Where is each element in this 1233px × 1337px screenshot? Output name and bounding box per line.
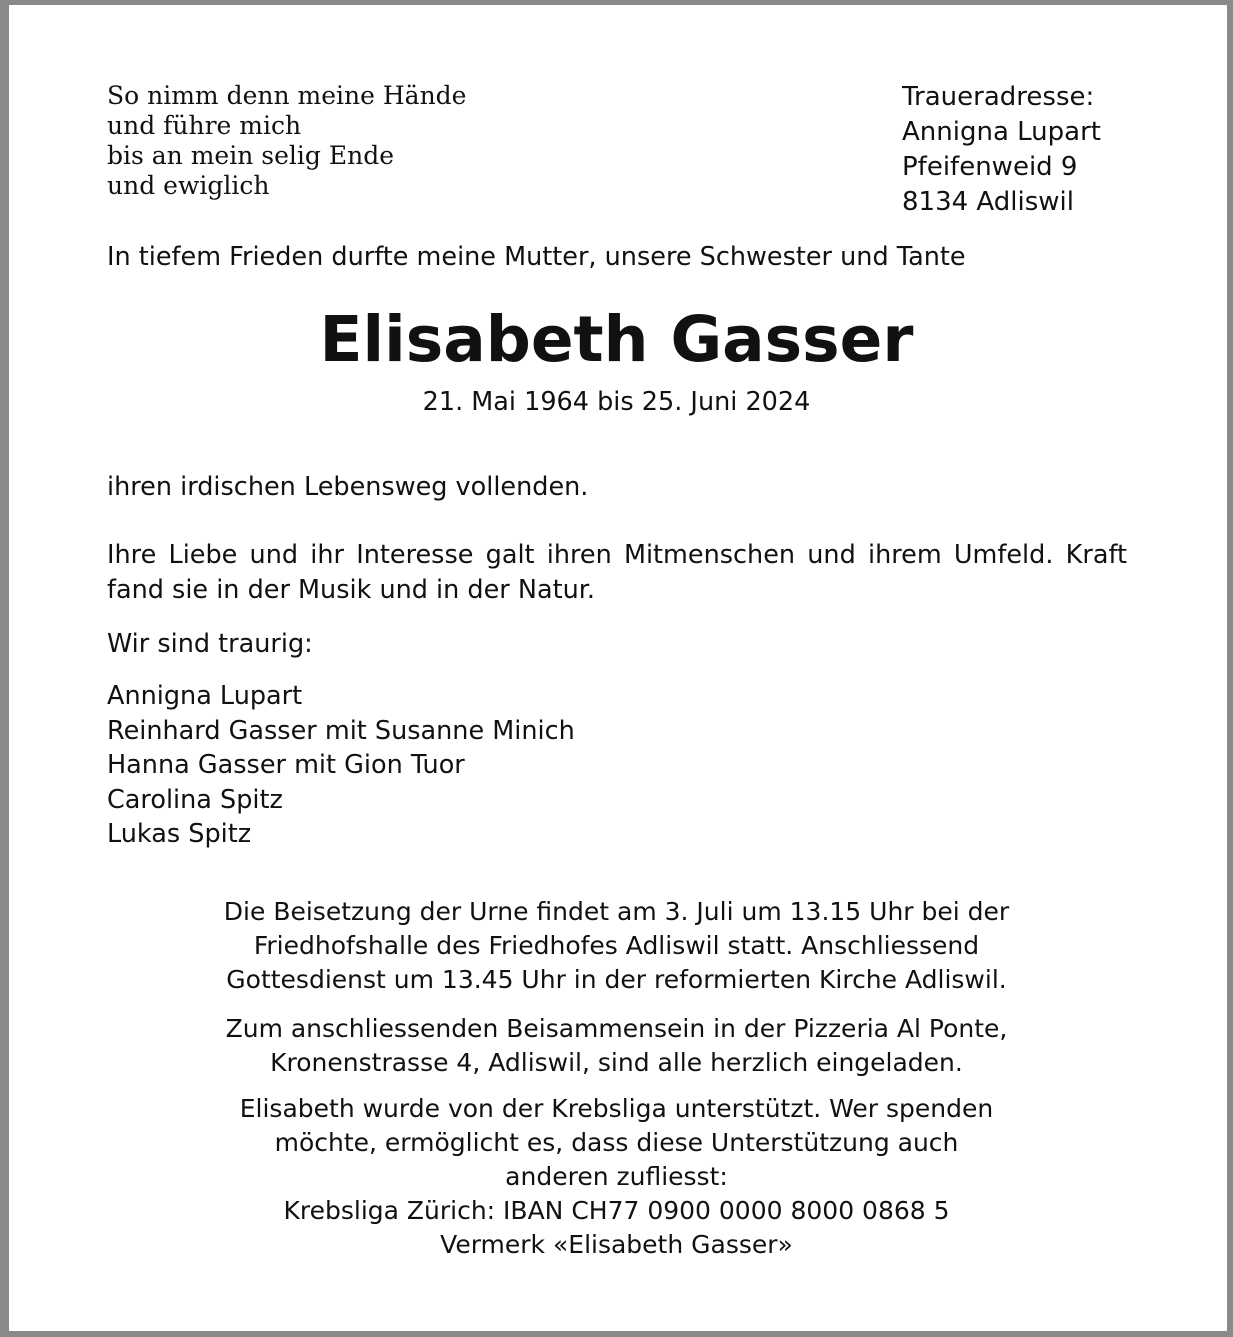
- burial-line: Friedhofshalle des Friedhofes Adliswil statt. Anschliessend: [253, 931, 980, 960]
- mourner-item: Annigna Lupart: [107, 681, 303, 711]
- verse-line: bis an mein selig Ende: [107, 141, 394, 170]
- donation-line: möchte, ermöglicht es, dass diese Unterstützung auch: [274, 1128, 959, 1157]
- deceased-name: Elisabeth Gasser: [319, 303, 914, 376]
- gathering-line: Zum anschliessenden Beisammensein in der Pizzeria Al Ponte,: [225, 1014, 1008, 1043]
- verse-line: So nimm denn meine Hände: [107, 81, 467, 110]
- verse-line: und ewiglich: [107, 171, 270, 200]
- donation-line: anderen zufliesst:: [505, 1162, 728, 1191]
- gathering-line: Kronenstrasse 4, Adliswil, sind alle herzlich eingeladen.: [270, 1048, 963, 1077]
- donation-reference: Vermerk «Elisabeth Gasser»: [440, 1230, 793, 1259]
- completed-text: ihren irdischen Lebensweg vollenden.: [107, 472, 589, 502]
- mourning-address: [902, 80, 1101, 220]
- donation-iban: Krebsliga Zürich: IBAN CH77 0900 0000 8000 0868 5: [283, 1196, 950, 1225]
- verse-line: und führe mich: [107, 111, 302, 140]
- life-dates: 21. Mai 1964 bis 25. Juni 2024: [422, 387, 811, 417]
- donation-line: Elisabeth wurde von der Krebsliga unterstützt. Wer spenden: [239, 1094, 994, 1123]
- mourner-item: Carolina Spitz: [107, 784, 283, 815]
- verse: [107, 81, 466, 201]
- burial-info: [0, 895, 1233, 997]
- mourner-item: Reinhard Gasser mit Susanne Minich: [107, 715, 575, 746]
- burial-line: Gottesdienst um 13.45 Uhr in der reformierten Kirche Adliswil.: [226, 965, 1007, 994]
- donation-info: [0, 1092, 1233, 1262]
- address-street: Pfeifenweid 9: [902, 152, 1078, 182]
- address-heading: Traueradresse:: [902, 82, 1095, 112]
- address-city: 8134 Adliswil: [902, 187, 1074, 217]
- burial-line: Die Beisetzung der Urne findet am 3. Juli um 13.15 Uhr bei der: [223, 897, 1010, 926]
- mourners-heading: Wir sind traurig:: [107, 629, 313, 659]
- tribute-text: Ihre Liebe und ihr Interesse galt ihren Mitmenschen und ihrem Umfeld. Kraft fand sie in der Musik und in der Natur.: [107, 540, 1127, 605]
- gathering-info: [0, 1012, 1233, 1080]
- address-name: Annigna Lupart: [902, 117, 1101, 147]
- mourner-item: Lukas Spitz: [107, 819, 252, 850]
- intro-text: In tiefem Frieden durfte meine Mutter, unsere Schwester und Tante: [107, 242, 966, 272]
- mourners-list: [107, 679, 575, 852]
- mourner-item: Hanna Gasser mit Gion Tuor: [107, 750, 465, 781]
